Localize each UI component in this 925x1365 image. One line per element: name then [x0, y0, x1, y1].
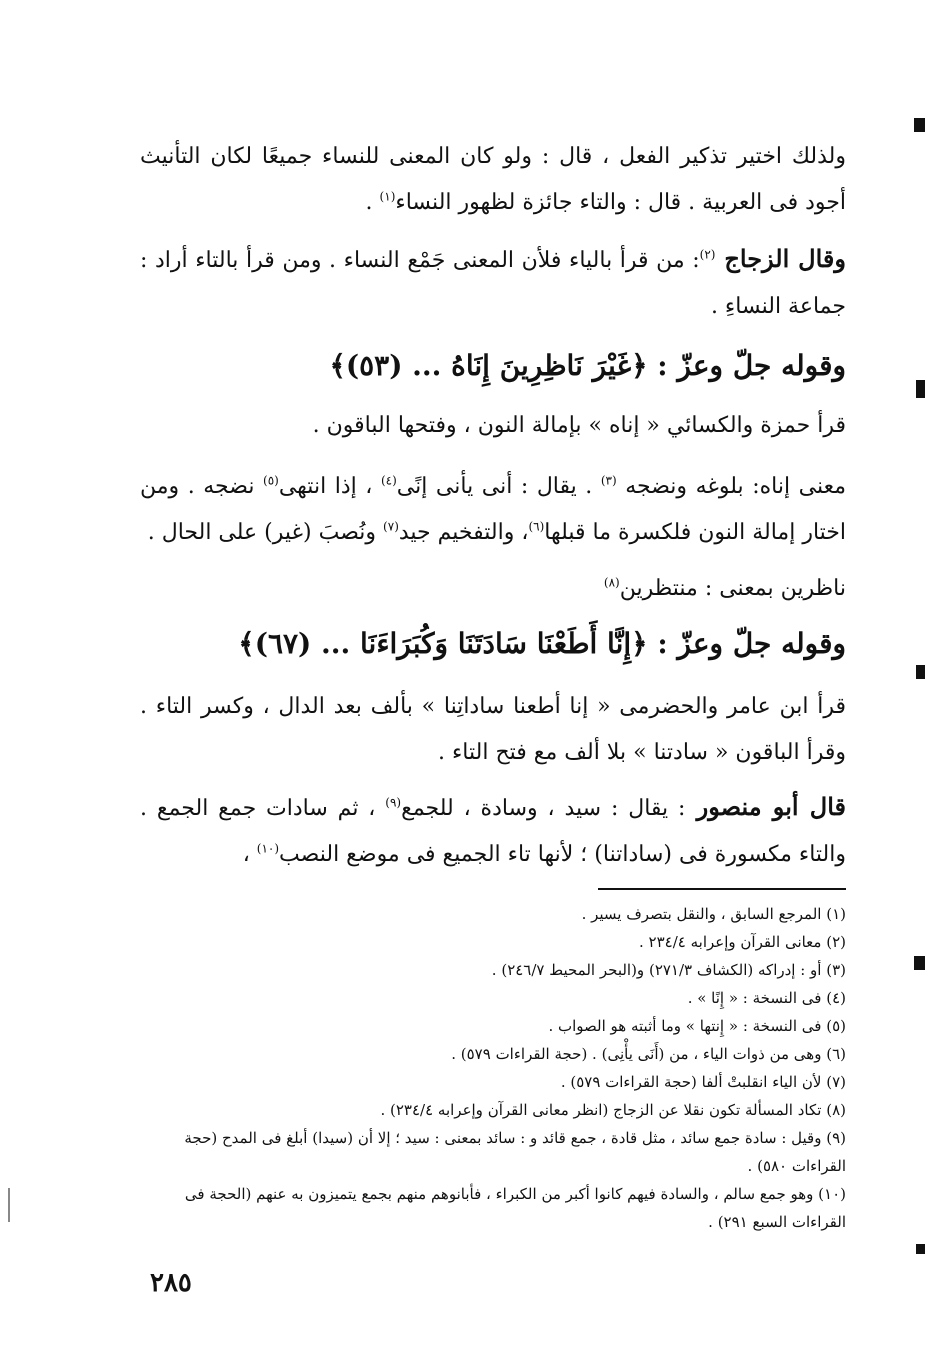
paragraph-4-a: معنى إناه: بلوغه ونضجه [616, 474, 847, 499]
paragraph-4-e: ، والتفخيم جيد [398, 520, 529, 545]
scan-edge-mark-1 [914, 118, 925, 132]
footnote-separator [598, 888, 846, 890]
scan-edge-mark-left [8, 1188, 10, 1222]
paragraph-5-text: ناظرين بمعنى : منتظرين [619, 576, 846, 601]
paragraph-3 [140, 403, 846, 449]
footnote-6: (٦) وهى من ذوات الياء ، من (أَنَى يأْنِى) . (حجة القراءات ٥٧٩) . [451, 1045, 846, 1063]
paragraph-5 [140, 566, 846, 612]
paragraph-6-text: قرأ ابن عامر والحضرمى « إنا أطعنا ساداتِنا » بألف بعد الدال ، وكسر التاء . وقرأ الباقون « سادتنا » بلا ألف مع فتح التاء . [140, 694, 846, 765]
footnote-2: (٢) معانى القرآن وإعرابه ٢٣٤/٤ . [639, 933, 846, 951]
scan-edge-mark-3 [916, 665, 925, 679]
abu-mansur-heading: قال أبو منصور [685, 792, 846, 821]
footnote-ref-5: (٥) [263, 473, 279, 488]
paragraph-4-d: نضجه . ومن اختار إمالة النون فلكسرة ما قبلها [140, 474, 846, 545]
paragraph-7-c: ، [242, 842, 257, 867]
paragraph-4-f: ونُصبَ (غير) على الحال . [147, 520, 384, 545]
paragraph-1 [140, 134, 846, 226]
scan-edge-mark-5 [916, 1244, 925, 1254]
verse-heading-53 [140, 340, 846, 392]
footnote-ref-2: (٢) [699, 247, 716, 262]
footnote-ref-7: (٧) [383, 519, 399, 534]
page-number: ٢٨٥ [150, 1268, 192, 1298]
scan-edge-mark-4 [914, 956, 925, 970]
footnote-3: (٣) أو : إدراكه (الكشاف ٢٧١/٣) و(البحر المحيط ٢٤٦/٧) . [491, 961, 846, 979]
paragraph-2 [140, 236, 846, 330]
footnote-8: (٨) تكاد المسألة تكون نقلا عن الزجاج (انظر معانى القرآن وإعرابه ٢٣٤/٤) . [380, 1101, 846, 1119]
paragraph-6 [140, 684, 846, 776]
scan-edge-mark-2 [916, 380, 925, 398]
footnote-1: (١) المرجع السابق ، والنقل بتصرف يسير . [581, 905, 846, 923]
footnote-10: (١٠) وهو جمع سالم ، والسادة فيهم كانوا أكبر من الكبراء ، فأبانوهم منهم بجمع يتميزون به عنهم (الحجة فى القراءات السبع ٢٩١) . [184, 1185, 846, 1231]
paragraph-4-b: . يقال : أنى يأنى إنًى [396, 474, 601, 499]
footnote-ref-4: (٤) [380, 473, 397, 488]
footnote-ref-3: (٣) [600, 473, 617, 488]
paragraph-2-text: : من قرأ بالياء فلأن المعنى جَمْع النساء . ومن قرأ بالتاء أراد : جماعة النساءِ . [140, 248, 846, 319]
verse-53-text: وقوله جلّ وعزّ : ﴿غَيْرَ نَاظِرِينَ إِنَاهُ ... (٥٣)﴾ [329, 349, 846, 382]
paragraph-4-c: ، إذا انتهى [278, 474, 381, 499]
footnote-9: (٩) وقيل : سادة جمع سائد ، مثل قادة ، جمع قائد و : سائد بمعنى : سيد ؛ إلا أن (سيدا) أبلغ فى المدح (حجة القراءات ٥٨٠) . [184, 1129, 846, 1175]
footnotes [140, 900, 846, 1236]
zajjaj-heading: وقال الزجاج [715, 244, 846, 273]
footnote-ref-8: (٨) [603, 575, 620, 590]
paragraph-1-text: ولذلك اختير تذكير الفعل ، قال : ولو كان المعنى للنساء جميعًا لكان التأنيث أجود فى العربية . قال : والتاء جائزة لظهور النساء [140, 144, 846, 215]
footnote-ref-6: (٦) [528, 519, 545, 534]
paragraph-4 [140, 464, 846, 556]
verse-67-text: وقوله جلّ وعزّ : ﴿إِنَّا أَطَعْنَا سَادَتَنَا وَكُبَرَاءَنَا ... (٦٧)﴾ [238, 627, 846, 660]
footnote-4: (٤) فى النسخة : « إِنًا » . [687, 989, 846, 1007]
footnote-ref-1: (١) [379, 189, 396, 204]
verse-heading-67 [140, 618, 846, 670]
footnote-7: (٧) لأن الياء انقلبتْ ألفا (حجة القراءات ٥٧٩) . [560, 1073, 846, 1091]
footnote-ref-10: (١٠) [256, 841, 280, 856]
paragraph-3-text: قرأ حمزة والكسائي « إناه » بإمالة النون ، وفتحها الباقون . [312, 413, 846, 438]
paragraph-1-end: . [365, 190, 380, 215]
paragraph-7-b: ، ثم سادات جمع الجمع . والتاء مكسورة فى (ساداتنا) ؛ لأنها تاء الجميع فى موضع النصب [140, 796, 846, 867]
paragraph-7 [140, 784, 846, 878]
footnote-ref-9: (٩) [385, 795, 402, 810]
footnote-5: (٥) فى النسخة : « إِنتها » وما أثبته هو الصواب . [548, 1017, 846, 1035]
paragraph-7-a: : يقال : سيد ، وسادة ، للجمع [401, 796, 686, 821]
